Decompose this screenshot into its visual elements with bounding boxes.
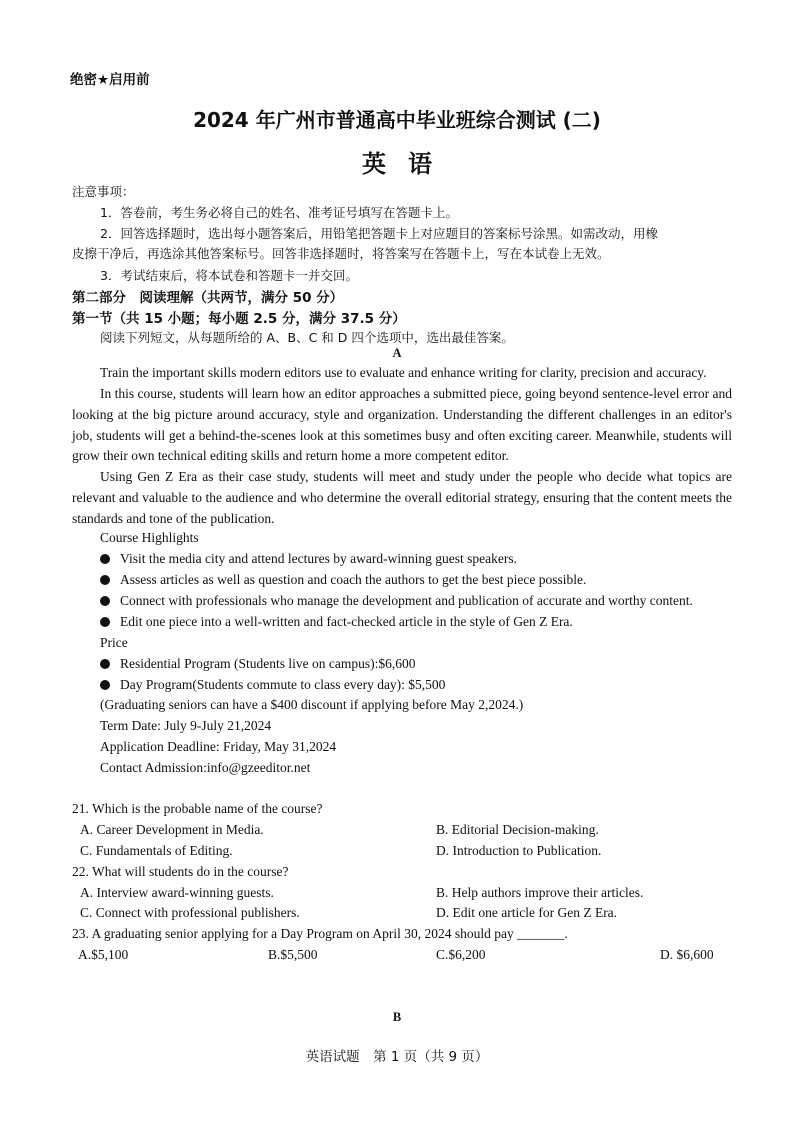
- question-21-option-c: C. Fundamentals of Editing.: [80, 843, 233, 858]
- part-heading: 第二部分 阅读理解（共两节，满分 50 分）: [72, 290, 344, 306]
- discount-note: (Graduating seniors can have a $400 discount if applying before May 2,2024.): [100, 697, 524, 712]
- bullet-icon: [100, 554, 110, 564]
- passage-a-label: A: [392, 346, 402, 360]
- price-heading: Price: [100, 635, 128, 650]
- price-item: Residential Program (Students live on campus):$6,600: [100, 656, 415, 672]
- note-item-2: 2．回答选择题时，选出每小题答案后，用铅笔把答题卡上对应题目的答案标号涂黑。如需改动，用橡: [100, 226, 658, 241]
- price-item: Day Program(Students commute to class every day): $5,500: [100, 677, 445, 693]
- highlight-item: Assess articles as well as question and coach the authors to get the best piece possible.: [100, 572, 586, 588]
- subpart-heading: 第一节（共 15 小题；每小题 2.5 分，满分 37.5 分）: [72, 311, 406, 327]
- question-23-option-b: B.$5,500: [268, 947, 318, 962]
- question-21-option-d: D. Introduction to Publication.: [436, 843, 602, 858]
- subject-title: 英语: [362, 150, 454, 178]
- passage-a-paragraph-2: In this course, students will learn how an editor approaches a submitted piece, going beyond sentence-level error and looking at the big picture around accuracy, style and organization. Understanding the different challenges in an editor's job, students will get a behind-the-scenes look at this sometimes busy and often exciting career. Meanwhile, students will grow their own technical editing skills and return home a more competent editor.: [72, 386, 732, 464]
- note-item-2-cont: 皮擦干净后，再选涂其他答案标号。回答非选择题时，将答案写在答题卡上，写在本试卷上无效。: [72, 246, 610, 261]
- question-23-option-d: D. $6,600: [660, 947, 714, 962]
- question-21-option-b: B. Editorial Decision-making.: [436, 822, 599, 837]
- highlights-heading: Course Highlights: [100, 530, 199, 545]
- term-date: Term Date: July 9-July 21,2024: [100, 718, 272, 733]
- bullet-icon: [100, 575, 110, 585]
- highlight-item: Edit one piece into a well-written and fact-checked article in the style of Gen Z Era.: [100, 614, 573, 630]
- notes-heading: 注意事项：: [72, 184, 135, 199]
- bullet-icon: [100, 680, 110, 690]
- passage-a-paragraph-3: Using Gen Z Era as their case study, students will meet and study under the people who decide what topics are relevant and valuable to the audience and who determine the overall editorial strategy, ensuring that the content meets the standards and tone of the publication.: [72, 469, 732, 526]
- question-22-option-a: A. Interview award-winning guests.: [80, 885, 274, 900]
- highlight-item: Visit the media city and attend lectures by award-winning guest speakers.: [100, 551, 517, 567]
- highlight-item: Connect with professionals who manage the development and publication of accurate and worthy content.: [100, 593, 693, 609]
- bullet-icon: [100, 617, 110, 627]
- question-22-option-b: B. Help authors improve their articles.: [436, 885, 644, 900]
- question-23-option-c: C.$6,200: [436, 947, 486, 962]
- bullet-icon: [100, 659, 110, 669]
- question-22-option-d: D. Edit one article for Gen Z Era.: [436, 905, 618, 920]
- passage-a-paragraph-1: Train the important skills modern editors use to evaluate and enhance writing for clarity, precision and accuracy.: [100, 365, 707, 380]
- page-footer: 英语试题 第 1 页（共 9 页）: [305, 1049, 489, 1065]
- question-21-option-a: A. Career Development in Media.: [80, 822, 264, 837]
- exam-title: 2024 年广州市普通高中毕业班综合测试 (二): [193, 108, 601, 132]
- reading-instruction: 阅读下列短文，从每题所给的 A、B、C 和 D 四个选项中，选出最佳答案。: [100, 330, 514, 345]
- question-23-stem: 23. A graduating senior applying for a Day Program on April 30, 2024 should pay _______.: [72, 926, 568, 941]
- confidential-mark: 绝密★启用前: [70, 72, 150, 88]
- bullet-icon: [100, 596, 110, 606]
- question-21-stem: 21. Which is the probable name of the course?: [72, 801, 323, 816]
- question-23-option-a: A.$5,100: [78, 947, 129, 962]
- application-deadline: Application Deadline: Friday, May 31,2024: [100, 739, 337, 754]
- contact-admission: Contact Admission:info@gzeeditor.net: [100, 760, 311, 775]
- question-22-option-c: C. Connect with professional publishers.: [80, 905, 300, 920]
- note-item-3: 3．考试结束后，将本试卷和答题卡一并交回。: [100, 268, 358, 283]
- question-22-stem: 22. What will students do in the course?: [72, 864, 289, 879]
- passage-b-label: B: [392, 1010, 402, 1024]
- note-item-1: 1．答卷前，考生务必将自己的姓名、准考证号填写在答题卡上。: [100, 205, 458, 220]
